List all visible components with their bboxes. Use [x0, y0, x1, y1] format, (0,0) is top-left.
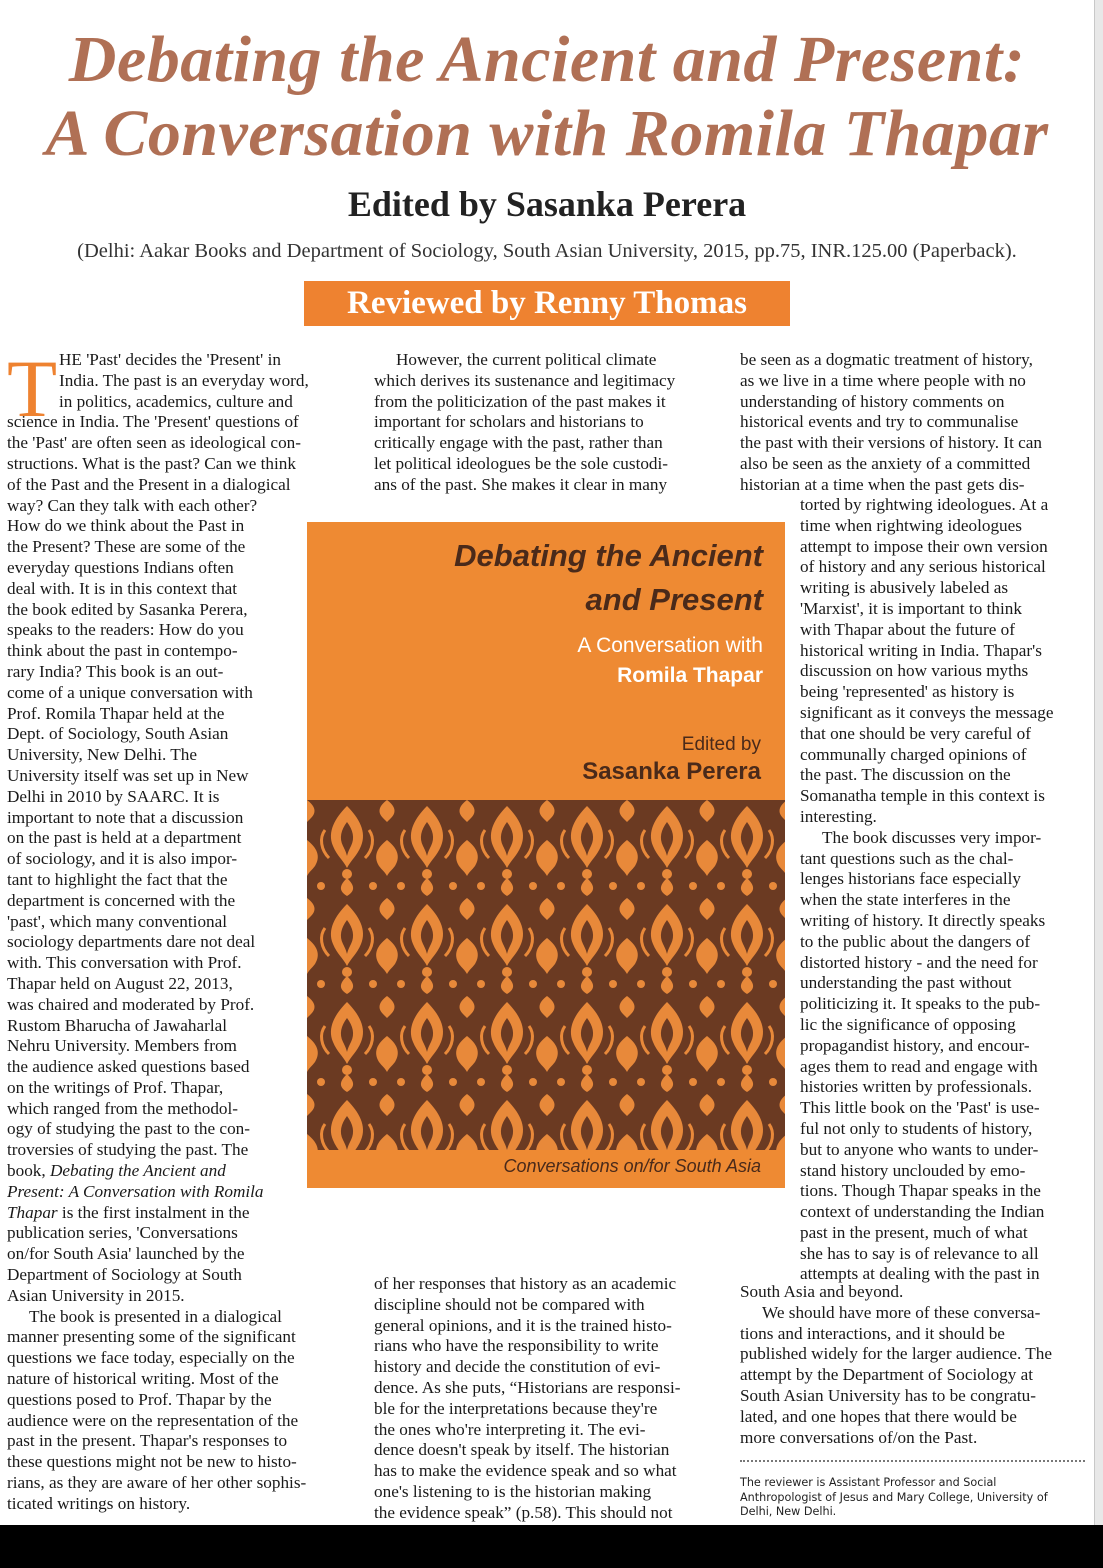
text-line: 'Marxist', it is important to think	[800, 598, 1022, 618]
text-line: also be seen as the anxiety of a committed	[740, 453, 1031, 473]
text-line: Dept. of Sociology, South Asian	[7, 724, 229, 744]
text-line: questions we face today, especially on the	[7, 1348, 295, 1368]
text-line: of history and any serious historical	[800, 557, 1046, 577]
text-line: Rustom Bharucha of Jawaharlal	[7, 1015, 228, 1035]
text-line: way? Can they talk with each other?	[7, 495, 258, 515]
text-line: the evidence speak” (p.58). This should not	[374, 1502, 673, 1522]
text-line: How do we think about the Past in	[7, 516, 245, 536]
text-line: dence. As she puts, “Historians are responsi-	[374, 1377, 681, 1397]
text-line: historical writing in India. Thapar's	[800, 640, 1042, 660]
text-line: Nehru University. Members from	[7, 1036, 237, 1056]
cover-title: Debating the Ancient and Present	[454, 538, 763, 617]
book-editor: Edited by Sasanka Perera	[347, 184, 747, 224]
text-line: tions and interactions, and it should be	[740, 1323, 1005, 1343]
column-1-paragraph-2	[7, 1307, 347, 1515]
text-line: politicizing it. It speaks to the pub-	[800, 994, 1041, 1014]
cover-subtitle-line2: Romila Thapar	[617, 664, 763, 687]
text-line: ages them to read and engage with	[800, 1056, 1038, 1076]
text-line: Prof. Romila Thapar held at the	[7, 703, 225, 723]
text-line: discipline should not be compared with	[374, 1294, 645, 1314]
text-line: as we live in a time where people with no	[740, 370, 1026, 390]
text-line: the ones who're interpreting it. The evi-	[374, 1419, 646, 1439]
reviewer-banner: Reviewed by Renny Thomas	[304, 281, 790, 326]
text-line: history and decide the constitution of evi-	[374, 1357, 661, 1377]
text-line: stand history unclouded by emo-	[800, 1160, 1026, 1180]
text-line: past in the present, much of what	[800, 1222, 1028, 1242]
text-line: that one should be very careful of	[800, 723, 1031, 743]
text-line: from the politicization of the past makes it	[374, 391, 666, 411]
text-line: the 'Past' are often seen as ideological con-	[7, 433, 301, 453]
text-line: be seen as a dogmatic treatment of history,	[740, 350, 1033, 369]
publication-details: (Delhi: Aakar Books and Department of Sociology, South Asian University, 2015, pp.75, INR.125.00 (Paperback).	[77, 240, 1017, 262]
text-line: deal with. It is in this context that	[7, 578, 238, 598]
cover-edited-by: Edited by	[681, 734, 761, 755]
text-line: torted by rightwing ideologues. At a	[800, 495, 1049, 514]
text-line: think about the past in contempo-	[7, 641, 238, 661]
text-line: to the public about the dangers of	[800, 931, 1031, 951]
text-line: of her responses that history as an academic	[374, 1274, 677, 1293]
text-line: the book edited by Sasanka Perera,	[7, 599, 248, 619]
cover-series-band	[307, 1150, 785, 1188]
text-line: time when rightwing ideologues	[800, 515, 1022, 535]
text-line: writing of history. It directly speaks	[800, 910, 1046, 930]
column-3-bottom	[740, 1282, 1085, 1448]
column-1-paragraph-1	[7, 343, 347, 1161]
text-line: audience were on the representation of the	[7, 1410, 299, 1430]
text-line: the past. The discussion on the	[800, 765, 1011, 785]
text-line: historian at a time when the past gets dis-	[740, 474, 1025, 494]
text-line: ble for the interpretations because they're	[374, 1398, 658, 1418]
text-line: interesting.	[800, 806, 877, 826]
text-line: The book is presented in a dialogical	[29, 1306, 282, 1326]
text-line: troversies of studying the past. The	[7, 1140, 249, 1160]
text-line: rary India? This book is an out-	[7, 661, 224, 681]
text-line: manner presenting some of the significant	[7, 1327, 296, 1347]
text-line: of the Past and the Present in a dialogical	[7, 474, 291, 494]
text-line: attempt to impose their own version	[800, 536, 1048, 556]
text-line: which ranged from the methodol-	[7, 1098, 239, 1118]
text-line: but to anyone who wants to under-	[800, 1139, 1039, 1159]
text-line: University, New Delhi. The	[7, 745, 197, 765]
text-line: University itself was set up in New	[7, 765, 249, 785]
text-line: ogy of studying the past to the con-	[7, 1119, 250, 1139]
text-line: everyday questions Indians often	[7, 557, 234, 577]
text-line: nature of historical writing. Most of the	[7, 1369, 279, 1389]
text-line: important to note that a discussion	[7, 807, 244, 827]
text-line: writing is abusively labeled as	[800, 578, 1009, 598]
text-line: tions. Though Thapar speaks in the	[800, 1181, 1041, 1201]
text-line: on the past is held at a department	[7, 828, 242, 848]
text-line: when the state interferes in the	[800, 890, 1011, 910]
cover-series-title: Conversations on/for South Asia	[503, 1156, 761, 1176]
text-line: publication series, 'Conversations	[7, 1223, 238, 1243]
cover-editor-name: Sasanka Perera	[582, 758, 761, 785]
text-line: communally charged opinions of	[800, 744, 1027, 764]
text-line: Delhi in 2010 by SAARC. It is	[7, 786, 220, 806]
drop-cap: T	[7, 343, 58, 434]
text-line: the past with their versions of history. It can	[740, 433, 1042, 453]
text-line: more conversations of/on the Past.	[740, 1427, 978, 1447]
text-line: the Present? These are some of the	[7, 537, 246, 557]
cover-damask-pattern	[307, 800, 785, 1150]
text-line: South Asia and beyond.	[740, 1282, 904, 1301]
text-line: understanding the past without	[800, 973, 1012, 993]
text-line: South Asian University has to be congratu-	[740, 1385, 1036, 1405]
text-line: Asian University in 2015.	[7, 1285, 185, 1305]
text-line: with Thapar about the future of	[800, 619, 1015, 639]
text-line: ful not only to students of history,	[800, 1118, 1033, 1138]
text-line: attempt by the Department of Sociology at	[740, 1365, 1034, 1385]
text-line: ticated writings on history.	[7, 1493, 191, 1513]
text-line: understanding of history comments on	[740, 391, 1005, 411]
text-line: context of understanding the Indian	[800, 1202, 1045, 1222]
text-line: tant to highlight the fact that the	[7, 869, 228, 889]
text-line: discussion on how various myths	[800, 661, 1029, 681]
text-line: historical events and try to communalise	[740, 412, 1019, 432]
text-line: questions posed to Prof. Thapar by the	[7, 1389, 272, 1409]
text-line: histories written by professionals.	[800, 1077, 1032, 1097]
text-line: sociology departments dare not deal	[7, 932, 256, 952]
text-line: general opinions, and it is the trained histo-	[374, 1315, 672, 1335]
text-line: HE 'Past' decides the 'Present' in	[59, 350, 281, 369]
column-1	[7, 343, 347, 1525]
text-line: on the writings of Prof. Thapar,	[7, 1077, 224, 1097]
text-line: critically engage with the past, rather than	[374, 433, 663, 453]
text-line: ans of the past. She makes it clear in many	[374, 474, 668, 494]
reviewer-note: The reviewer is Assistant Professor and Social Anthropologist of Jesus and Mary College, University of Delhi, New Delhi.	[740, 1476, 1048, 1518]
text-line: in politics, academics, culture and	[59, 391, 293, 411]
text-line: However, the current political climate	[396, 350, 657, 369]
text-line: one's listening to is the historian making	[374, 1481, 652, 1501]
text-line: dence doesn't speak by itself. The historian	[374, 1440, 670, 1460]
text-line: rians, as they are aware of her other sophis-	[7, 1473, 307, 1493]
text-line: lic the significance of opposing	[800, 1014, 1016, 1034]
text-line: propagandist history, and encour-	[800, 1035, 1030, 1055]
column-3-top	[740, 350, 1085, 496]
page-edge	[1094, 0, 1103, 1525]
text-line: let political ideologues be the sole custodi-	[374, 453, 669, 473]
text-line: Somanatha temple in this context is	[800, 786, 1045, 806]
text-line: science in India. The 'Present' questions of	[7, 412, 299, 432]
text-line: structions. What is the past? Can we think	[7, 453, 296, 473]
article-title-line2: A Conversation with Romila Thapar	[45, 97, 1049, 170]
text-line: lated, and one hopes that there would be	[740, 1406, 1017, 1426]
text-line: attempts at dealing with the past in	[800, 1264, 1040, 1284]
text-line: she has to say is of relevance to all	[800, 1243, 1039, 1263]
text-line: India. The past is an everyday word,	[59, 370, 309, 390]
column-1-paragraph-1-end	[7, 1223, 347, 1306]
text-line: tant questions such as the chal-	[800, 848, 1014, 868]
column-2-bottom	[374, 1274, 719, 1524]
text-line: was chaired and moderated by Prof.	[7, 994, 255, 1014]
text-line: We should have more of these conversa-	[762, 1302, 1041, 1322]
book-cover-image	[307, 522, 785, 1188]
text-line: come of a unique conversation with	[7, 682, 253, 702]
text-line: of sociology, and it is also impor-	[7, 849, 238, 869]
text-line: 'past', which many conventional	[7, 911, 228, 931]
text-line: This little book on the 'Past' is use-	[800, 1098, 1040, 1118]
text-line: being 'represented' as history is	[800, 682, 1015, 702]
text-line: on/for South Asia' launched by the	[7, 1244, 245, 1264]
text-line: speaks to the readers: How do you	[7, 620, 244, 640]
text-line: Department of Sociology at South	[7, 1265, 242, 1285]
text-line: significant as it conveys the message	[800, 702, 1054, 722]
cover-subtitle-line1: A Conversation with	[577, 634, 763, 657]
text-line: published widely for the larger audience. The	[740, 1344, 1052, 1364]
book-citation-line: Thapar is the first instalment in the	[7, 1202, 250, 1222]
text-line: distorted history - and the need for	[800, 952, 1038, 972]
column-3-middle	[800, 495, 1085, 1285]
text-line: past in the present. Thapar's responses to	[7, 1431, 288, 1451]
text-line: which derives its sustenance and legitimacy	[374, 370, 676, 390]
text-line: these questions might not be new to histo-	[7, 1452, 297, 1472]
dotted-divider	[740, 1460, 1085, 1462]
text-line: The book discusses very impor-	[822, 827, 1042, 847]
text-line: rians who have the responsibility to write	[374, 1336, 659, 1356]
text-line: Thapar held on August 22, 2013,	[7, 973, 233, 993]
text-line: has to make the evidence speak and so what	[374, 1461, 677, 1481]
text-line: with. This conversation with Prof.	[7, 953, 242, 973]
column-2-top	[374, 350, 719, 496]
text-line: important for scholars and historians to	[374, 412, 644, 432]
article-title-line1: Debating the Ancient and Present:	[68, 23, 1026, 96]
cover-title-panel	[307, 522, 785, 800]
text-line: lenges historians face especially	[800, 869, 1021, 889]
text-line: department is concerned with the	[7, 890, 236, 910]
text-line: the audience asked questions based	[7, 1057, 250, 1077]
book-citation-line: Present: A Conversation with Romila	[7, 1181, 264, 1201]
book-citation-line: book, Debating the Ancient and	[7, 1161, 226, 1181]
